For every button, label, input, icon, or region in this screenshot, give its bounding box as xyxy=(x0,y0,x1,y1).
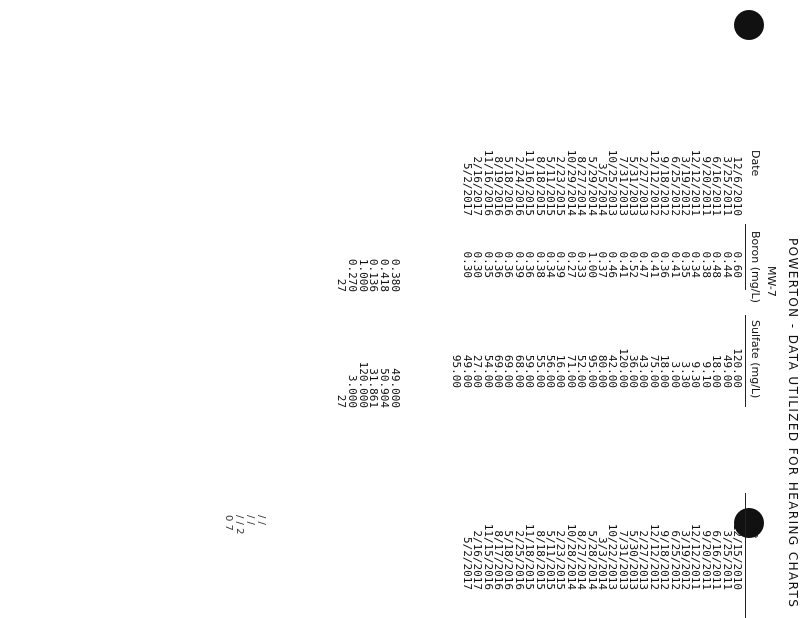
table-cell-date: 5/18/2016 xyxy=(502,156,516,216)
table-cell-sulfate: 95.00 xyxy=(450,354,464,388)
boron-stat-value: 0.380 xyxy=(389,258,402,292)
table-cell-boron: 0.36 xyxy=(492,251,506,278)
table-cell-date2: 5/28/2014 xyxy=(585,530,599,590)
table-cell-date: 9/18/2012 xyxy=(658,156,672,216)
table-cell-sulfate: 59.00 xyxy=(523,354,537,388)
table-cell-sulfate: 95.00 xyxy=(585,354,599,388)
punch-hole-icon xyxy=(734,10,764,40)
date-column xyxy=(461,120,742,216)
table-cell-date: 3/19/2012 xyxy=(679,156,693,216)
table-cell-boron: 0.30 xyxy=(460,251,474,278)
table-cell-boron: 0.38 xyxy=(533,251,547,278)
table-cell-date2: 3/19/2012 xyxy=(679,530,693,590)
table-cell-date2: 11/18/2015 xyxy=(523,523,537,590)
sulfate-stat-value: 50.904 xyxy=(378,368,392,408)
table-cell-sulfate: 27.00 xyxy=(471,354,485,388)
table-cell-date: 11/16/2015 xyxy=(523,149,537,216)
table-cell-sulfate: 16.00 xyxy=(554,354,568,388)
table-cell-date2: 7/31/2013 xyxy=(616,530,630,590)
table-cell-sulfate: 42.00 xyxy=(606,354,620,388)
header-underline xyxy=(745,224,746,290)
table-cell-date: 6/16/2011 xyxy=(710,156,724,216)
table-cell-date: 2/24/2016 xyxy=(512,156,526,216)
table-cell-boron: 0.30 xyxy=(471,251,485,278)
sulfate-stat-value: 120.000 xyxy=(356,361,370,408)
table-cell-date: 7/31/2013 xyxy=(616,156,630,216)
table-cell-date: 3/25/2011 xyxy=(720,156,734,216)
well-id-label: MW-7 xyxy=(765,266,778,297)
table-cell-date2: 5/11/2015 xyxy=(543,530,557,590)
table-cell-sulfate: 120.00 xyxy=(731,348,744,388)
boron-header: Boron (mg/L) xyxy=(749,231,762,303)
table-cell-date2: 12/12/2012 xyxy=(647,523,661,590)
table-cell-date: 12/6/2010 xyxy=(731,156,744,216)
table-cell-sulfate: 54.00 xyxy=(481,354,495,388)
table-cell-date2: 3/3/2014 xyxy=(595,537,609,590)
table-cell-date2: 2/23/2015 xyxy=(554,530,568,590)
table-cell-date: 10/29/2014 xyxy=(564,149,578,216)
sulfate-column xyxy=(451,322,742,388)
table-cell-sulfate: 55.00 xyxy=(533,354,547,388)
table-cell-boron: 0.47 xyxy=(637,251,651,278)
table-cell-date2: 8/27/2014 xyxy=(575,530,589,590)
boron-stat-value: 0.136 xyxy=(367,258,381,292)
table-cell-date2: 10/28/2014 xyxy=(564,523,578,590)
table-cell-boron: 0.39 xyxy=(554,251,568,278)
table-cell-date: 8/27/2014 xyxy=(575,156,589,216)
table-cell-date: 3/5/2014 xyxy=(595,163,609,216)
table-cell-date: 2/23/2015 xyxy=(554,156,568,216)
table-cell-date: 9/20/2011 xyxy=(699,156,713,216)
sulfate-stat-value: 3.000 xyxy=(345,374,359,408)
table-cell-date2: 12/12/2011 xyxy=(689,523,703,590)
table-cell-date2: 9/20/2011 xyxy=(699,530,713,590)
header-underline xyxy=(745,315,746,407)
page-title: POWERTON - DATA UTILIZED FOR HEARING CHARTS xyxy=(786,238,800,609)
table-cell-date2: 2/16/2017 xyxy=(471,530,485,590)
table-cell-date2: 11/15/2016 xyxy=(481,523,495,590)
table-cell-sulfate: 3.00 xyxy=(668,361,682,388)
table-cell-date: 8/18/2015 xyxy=(533,156,547,216)
boron-stat-value: 1.000 xyxy=(356,258,370,292)
table-cell-date: 6/25/2012 xyxy=(668,156,682,216)
table-cell-date: 12/12/2012 xyxy=(647,149,661,216)
table-cell-date2: 12/15/2010 xyxy=(731,523,744,590)
table-cell-date: 2/16/2017 xyxy=(471,156,485,216)
table-cell-date: 11/16/2016 xyxy=(481,149,495,216)
sulfate-stat-value: 27 xyxy=(335,394,349,408)
table-cell-sulfate: 3.30 xyxy=(679,361,693,388)
table-cell-date2: 9/18/2012 xyxy=(658,530,672,590)
table-cell-boron: 0.34 xyxy=(543,251,557,278)
table-cell-sulfate: 18.00 xyxy=(710,354,724,388)
table-cell-sulfate: 9.10 xyxy=(699,361,713,388)
table-cell-boron: 0.35 xyxy=(481,251,495,278)
margin-mark: / / xyxy=(256,515,267,525)
sulfate-stat-value: 49.000 xyxy=(389,368,402,408)
table-cell-boron: 0.52 xyxy=(627,251,641,278)
margin-mark: / / 2 xyxy=(234,515,245,535)
table-cell-date2: 6/25/2012 xyxy=(668,530,682,590)
table-cell-date: 2/27/2013 xyxy=(637,156,651,216)
table-cell-boron: 1.00 xyxy=(585,251,599,278)
boron-stat-value: 27 xyxy=(335,278,349,292)
table-cell-boron: 0.41 xyxy=(647,251,661,278)
table-cell-boron: 0.36 xyxy=(502,251,516,278)
table-cell-date2: 2/25/2016 xyxy=(512,530,526,590)
table-cell-date2: 5/18/2016 xyxy=(502,530,516,590)
table-cell-date2: 8/18/2015 xyxy=(533,530,547,590)
sulfate-header: Sulfate (mg/L) xyxy=(749,320,762,399)
table-cell-date2: 5/30/2013 xyxy=(627,530,641,590)
margin-mark: 0 7 xyxy=(223,515,234,531)
table-cell-date2: 3/25/2011 xyxy=(720,530,734,590)
table-cell-date: 12/12/2011 xyxy=(689,149,703,216)
table-cell-date2: 2/27/2013 xyxy=(637,530,651,590)
table-cell-date2: 6/16/2011 xyxy=(710,530,724,590)
table-cell-date: 8/19/2016 xyxy=(492,156,506,216)
table-cell-boron: 0.35 xyxy=(679,251,693,278)
table-cell-boron: 0.39 xyxy=(512,251,526,278)
table-cell-date2: 8/17/2016 xyxy=(492,530,506,590)
date2-header: Date xyxy=(749,512,762,539)
sulfate-stat-value: 31.861 xyxy=(367,368,381,408)
table-cell-boron: 0.60 xyxy=(731,251,744,278)
boron-stat-value: 0.270 xyxy=(345,258,359,292)
table-cell-sulfate: 71.00 xyxy=(564,354,578,388)
boron-column xyxy=(461,236,742,278)
date-header: Date xyxy=(749,150,762,177)
table-cell-sulfate: 68.00 xyxy=(512,354,526,388)
boron-summary-stats xyxy=(335,236,400,292)
table-cell-sulfate: 49.00 xyxy=(720,354,734,388)
table-cell-boron: 0.37 xyxy=(595,251,609,278)
table-cell-date2: 10/22/2013 xyxy=(606,523,620,590)
boron-stat-value: 0.418 xyxy=(378,258,392,292)
table-cell-sulfate: 52.00 xyxy=(575,354,589,388)
table-cell-boron: 0.36 xyxy=(523,251,537,278)
table-cell-sulfate: 49.00 xyxy=(460,354,474,388)
table-cell-sulfate: 18.00 xyxy=(658,354,672,388)
table-cell-boron: 0.46 xyxy=(606,251,620,278)
table-cell-sulfate: 69.00 xyxy=(492,354,506,388)
table-cell-date: 5/29/2014 xyxy=(585,156,599,216)
header-underline xyxy=(745,493,746,618)
date2-column xyxy=(461,494,742,590)
table-cell-date: 10/25/2013 xyxy=(606,149,620,216)
table-cell-boron: 0.41 xyxy=(668,251,682,278)
table-cell-sulfate: 75.00 xyxy=(647,354,661,388)
table-cell-boron: 0.44 xyxy=(720,251,734,278)
table-cell-sulfate: 120.00 xyxy=(616,348,630,388)
margin-mark: / / xyxy=(245,515,256,525)
table-cell-boron: 0.27 xyxy=(564,251,578,278)
table-cell-boron: 0.33 xyxy=(575,251,589,278)
table-cell-sulfate: 36.00 xyxy=(627,354,641,388)
table-cell-boron: 0.36 xyxy=(658,251,672,278)
table-cell-sulfate: 9.30 xyxy=(689,361,703,388)
table-cell-boron: 0.41 xyxy=(616,251,630,278)
table-cell-date: 5/11/2015 xyxy=(543,156,557,216)
table-cell-sulfate: 43.00 xyxy=(637,354,651,388)
handwritten-margin-marks xyxy=(223,515,267,534)
sulfate-summary-stats xyxy=(335,322,400,408)
table-cell-boron: 0.34 xyxy=(689,251,703,278)
table-cell-date: 5/31/2013 xyxy=(627,156,641,216)
table-cell-sulfate: 56.00 xyxy=(543,354,557,388)
table-cell-sulfate: 69.00 xyxy=(502,354,516,388)
table-cell-sulfate: 80.00 xyxy=(595,354,609,388)
table-cell-date: 5/2/2017 xyxy=(460,163,474,216)
table-cell-date2: 5/2/2017 xyxy=(460,537,474,590)
table-cell-boron: 0.38 xyxy=(699,251,713,278)
table-cell-boron: 0.48 xyxy=(710,251,724,278)
